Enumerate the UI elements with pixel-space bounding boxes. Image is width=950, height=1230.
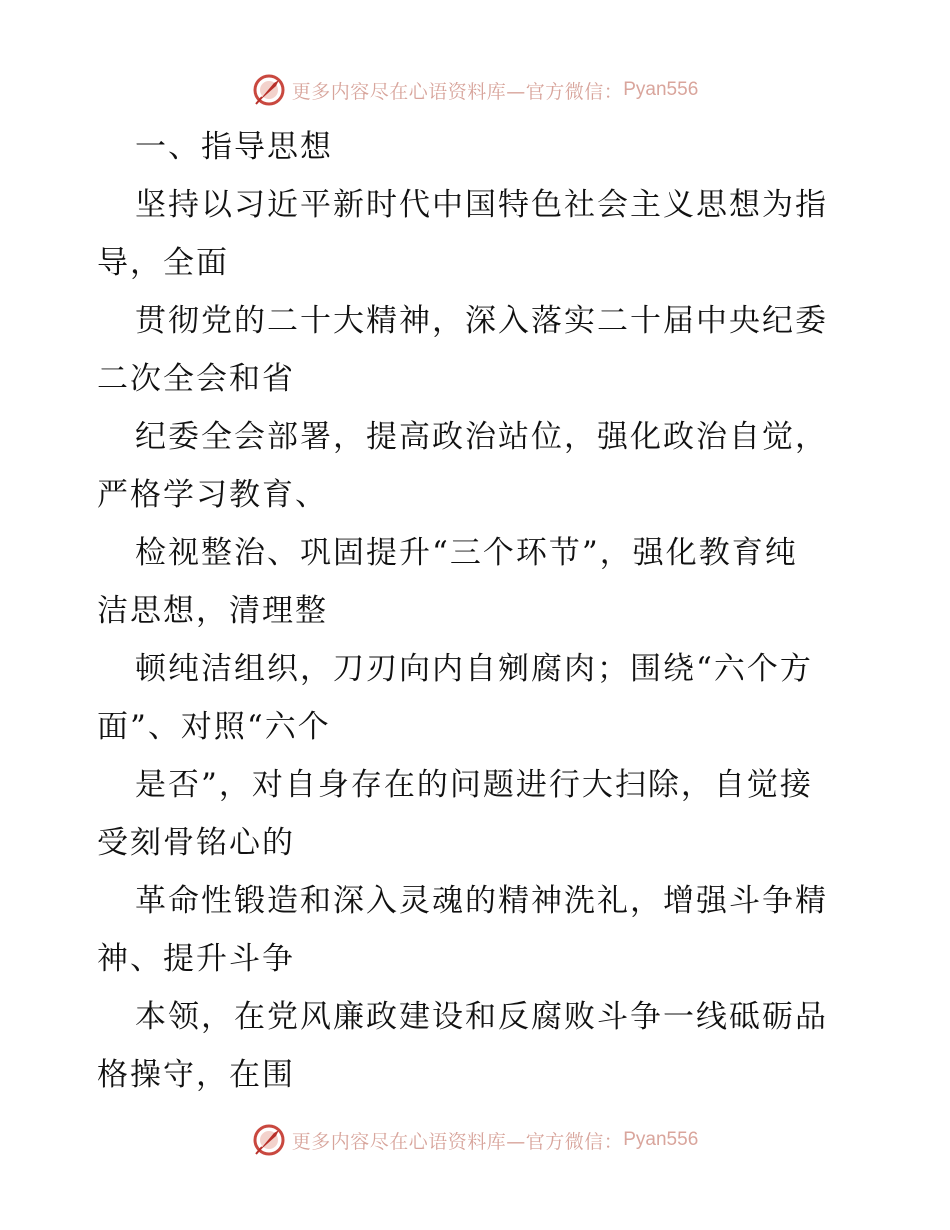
- paragraph: [97, 988, 857, 1104]
- text-line: 检视整治、巩固提升“三个环节”，强化教育纯: [135, 535, 798, 571]
- text-line: 受刻骨铭心的: [97, 825, 295, 861]
- text-line: 洁思想，清理整: [97, 593, 328, 629]
- watermark-text: 更多内容尽在心语资料库—官方微信：: [291, 80, 624, 103]
- quill-logo-icon: [252, 1123, 286, 1157]
- text-line: 纪委全会部署，提高政治站位，强化政治自觉，: [135, 419, 828, 455]
- paragraph: [97, 640, 857, 756]
- paragraph: [97, 756, 857, 872]
- document-body: [97, 118, 857, 1104]
- watermark-wechat-id: Pyan556: [623, 1129, 699, 1150]
- quill-logo-icon: [252, 73, 286, 107]
- watermark-footer: [0, 1122, 950, 1158]
- text-line: 格操守，在围: [97, 1057, 295, 1093]
- text-line: 坚持以习近平新时代中国特色社会主义思想为指: [135, 187, 828, 223]
- text-line: 面”、对照“六个: [97, 709, 331, 745]
- text-line: 神、提升斗争: [97, 941, 295, 977]
- paragraph: [97, 292, 857, 408]
- paragraph: [97, 176, 857, 292]
- paragraph: [97, 408, 857, 524]
- text-line: 二次全会和省: [97, 361, 295, 397]
- section-heading: 一、指导思想: [135, 129, 333, 165]
- watermark-header: [0, 72, 950, 108]
- paragraph: [97, 872, 857, 988]
- text-line: 本领，在党风廉政建设和反腐败斗争一线砥砺品: [135, 999, 828, 1035]
- text-line: 严格学习教育、: [97, 477, 328, 513]
- watermark-text: 更多内容尽在心语资料库—官方微信：: [291, 1130, 624, 1153]
- text-line: 革命性锻造和深入灵魂的精神洗礼，增强斗争精: [135, 883, 828, 919]
- text-line: 顿纯洁组织，刀刃向内自剜腐肉；围绕“六个方: [135, 651, 813, 687]
- watermark-wechat-id: Pyan556: [623, 79, 699, 100]
- paragraph: [97, 524, 857, 640]
- text-line: 导，全面: [97, 245, 229, 281]
- text-line: 是否”，对自身存在的问题进行大扫除，自觉接: [135, 767, 813, 803]
- text-line: 贯彻党的二十大精神，深入落实二十届中央纪委: [135, 303, 828, 339]
